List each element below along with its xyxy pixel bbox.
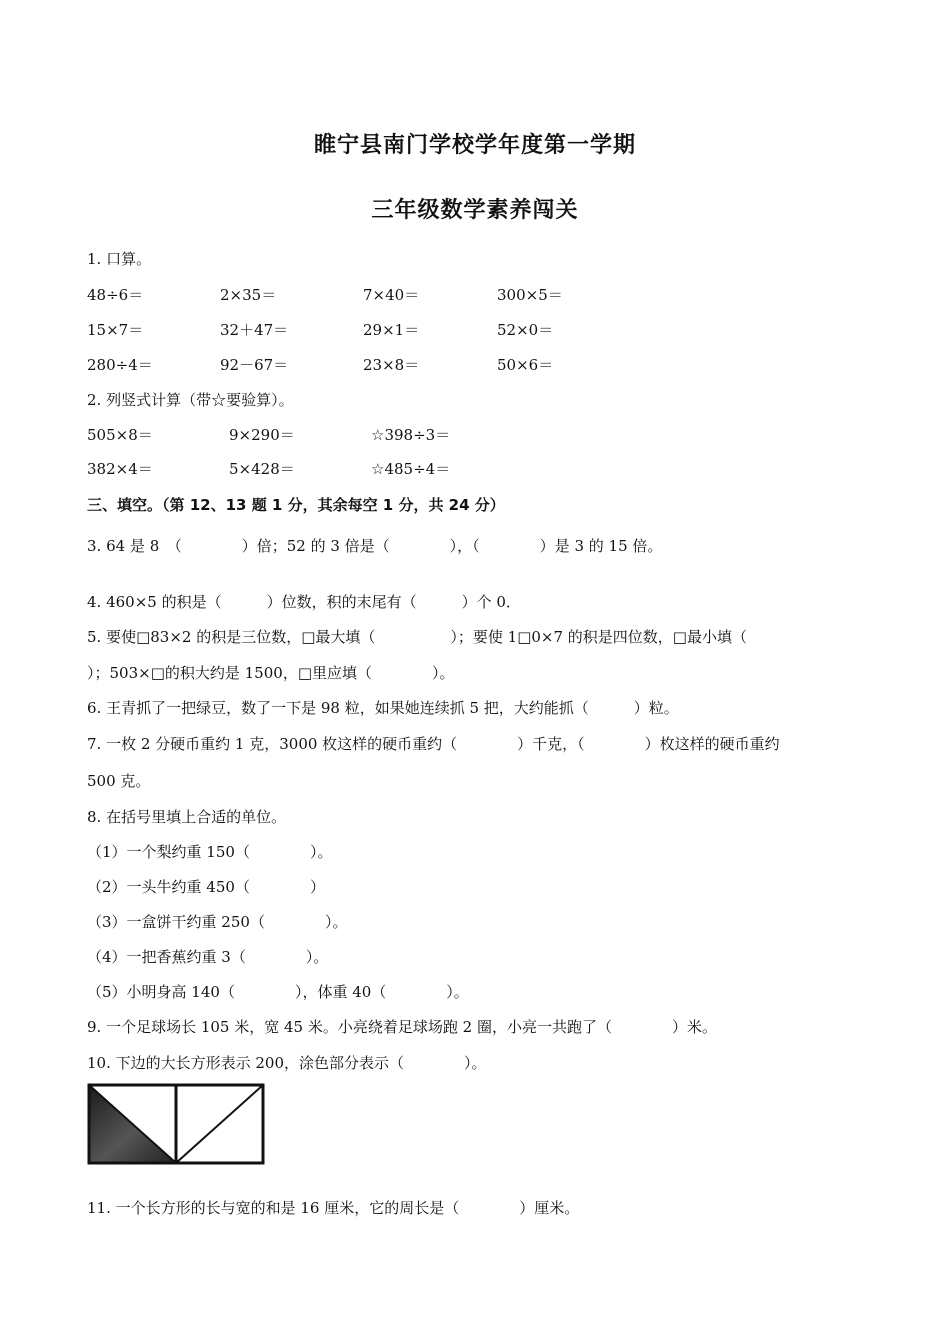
question-1-label: 1. 口算。 <box>87 250 152 268</box>
question-7-line2: 500 克。 <box>87 772 151 790</box>
vertical-calc-item: ☆485÷4＝ <box>371 460 451 478</box>
oral-calc-item: 52×0＝ <box>497 321 554 339</box>
question-4: 4. 460×5 的积是（ ）位数，积的末尾有（ ）个 0． <box>87 593 521 611</box>
question-7-line1: 7. 一枚 2 分硬币重约 1 克，3000 枚这样的硬币重约（ ）千克，（ ）枚这样的硬币重约 <box>87 735 780 753</box>
question-8: 8. 在括号里填上合适的单位。 <box>87 808 287 826</box>
oral-calc-item: 29×1＝ <box>363 321 420 339</box>
oral-calc-item: 300×5＝ <box>497 286 563 304</box>
question-8-item: （3）一盒饼干约重 250（ ）。 <box>87 913 348 931</box>
question-6: 6. 王青抓了一把绿豆，数了一下是 98 粒，如果她连续抓 5 把，大约能抓（ ）粒。 <box>87 699 679 717</box>
rectangle-figure <box>87 1083 267 1169</box>
question-8-item: （4）一把香蕉约重 3（ ）。 <box>87 948 329 966</box>
section-heading: 三、填空。（第 12、13 题 1 分，其余每空 1 分，共 24 分） <box>87 496 505 514</box>
vertical-calc-item: 382×4＝ <box>87 460 153 478</box>
right-diagonal <box>176 1085 263 1163</box>
oral-calc-item: 15×7＝ <box>87 321 144 339</box>
question-8-item: （5）小明身高 140（ ），体重 40（ ）。 <box>87 983 469 1001</box>
question-5-line2: ）；503×□的积大约是 1500，□里应填（ ）。 <box>87 664 455 682</box>
oral-calc-item: 48÷6＝ <box>87 286 144 304</box>
oral-calc-item: 32＋47＝ <box>220 321 289 339</box>
question-3: 3. 64 是 8 （ ）倍；52 的 3 倍是（ ），（ ）是 3 的 15 倍。 <box>87 537 663 555</box>
vertical-calc-item: 505×8＝ <box>87 426 153 444</box>
oral-calc-item: 7×40＝ <box>363 286 420 304</box>
page-subtitle: 三年级数学素养闯关 <box>371 198 579 223</box>
question-2-label: 2. 列竖式计算（带☆要验算）。 <box>87 391 294 409</box>
question-5-line1: 5. 要使□83×2 的积是三位数，□最大填（ ）；要使 1□0×7 的积是四位数，□最小填（ <box>87 628 747 646</box>
oral-calc-item: 2×35＝ <box>220 286 277 304</box>
oral-calc-item: 50×6＝ <box>497 356 554 374</box>
vertical-calc-item: ☆398÷3＝ <box>371 426 451 444</box>
vertical-calc-item: 5×428＝ <box>229 460 295 478</box>
vertical-calc-item: 9×290＝ <box>229 426 295 444</box>
question-10: 10. 下边的大长方形表示 200，涂色部分表示（ ）。 <box>87 1054 487 1072</box>
question-9: 9. 一个足球场长 105 米，宽 45 米。小亮绕着足球场跑 2 圈，小亮一共跑了（ ）米。 <box>87 1018 717 1036</box>
oral-calc-item: 23×8＝ <box>363 356 420 374</box>
question-11: 11. 一个长方形的长与宽的和是 16 厘米，它的周长是（ ）厘米。 <box>87 1199 580 1217</box>
oral-calc-item: 92－67＝ <box>220 356 289 374</box>
page-title: 睢宁县南门学校学年度第一学期 <box>313 133 636 158</box>
question-8-item: （1）一个梨约重 150（ ）。 <box>87 843 333 861</box>
oral-calc-item: 280÷4＝ <box>87 356 153 374</box>
question-8-item: （2）一头牛约重 450（ ） <box>87 878 325 896</box>
